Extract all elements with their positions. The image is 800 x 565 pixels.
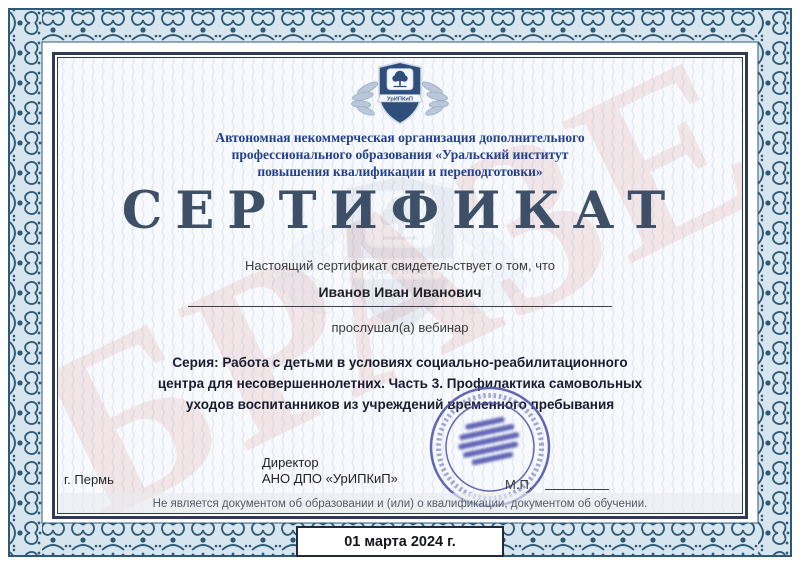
- organization-line: Автономная некоммерческая организация дополнительного: [215, 130, 585, 145]
- director-title: Директор: [262, 455, 319, 470]
- seal-place-mark: М.П.: [505, 477, 533, 492]
- name-underline: [188, 306, 612, 307]
- organization-line: повышения квалификации и переподготовки»: [257, 164, 543, 179]
- recipient-name: Иванов Иван Иванович: [318, 284, 482, 301]
- certificate-statement: Настоящий сертификат свидетельствует о том, что: [244, 258, 556, 274]
- organization-line: профессионального образования «Уральский институт: [231, 147, 569, 162]
- course-line: Серия: Работа с детьми в условиях социально-реабилитационного: [172, 355, 628, 371]
- issue-date-box: [296, 526, 504, 557]
- action-text: прослушал(а) вебинар: [331, 320, 469, 336]
- course-title: [58, 353, 742, 416]
- certificate-title: СЕРТИФИКАТ: [121, 181, 679, 241]
- certificate-body: [58, 58, 742, 513]
- institute-crest-logo-icon: [335, 59, 465, 127]
- director-signature-block: [262, 455, 398, 488]
- organization-name: [58, 129, 742, 180]
- course-line: уходов воспитанников из учреждений временного пребывания: [185, 396, 615, 412]
- director-organization: АНО ДПО «УрИПКиП»: [262, 471, 398, 487]
- issue-date: 01 марта 2024 г.: [344, 533, 456, 550]
- disclaimer-text: Не является документом об образовании и (или) о квалификации, документом об обучении.: [152, 498, 648, 510]
- signature-line: [545, 489, 609, 490]
- course-line: центра для несовершеннолетних. Часть 3. Профилактика самовольных: [157, 375, 643, 391]
- city-label: г. Пермь: [64, 472, 114, 487]
